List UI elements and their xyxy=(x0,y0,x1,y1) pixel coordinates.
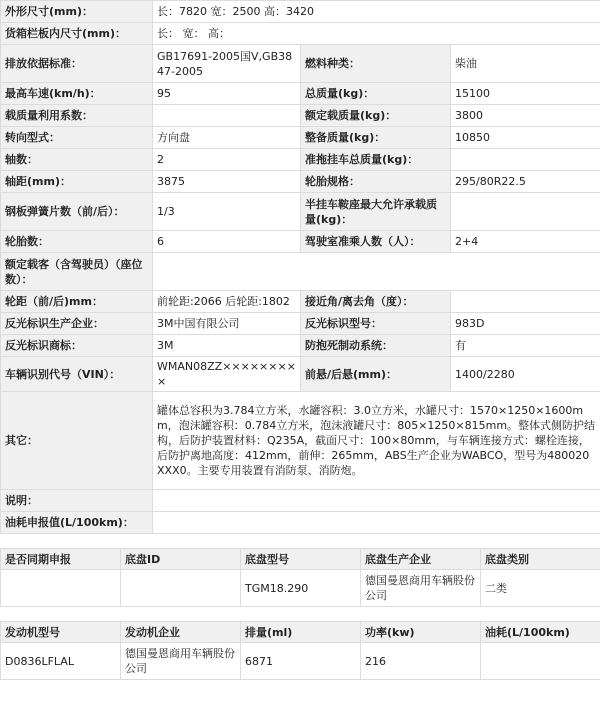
engine-header-cell: 发动机企业 xyxy=(121,622,241,643)
fuel-type-label: 燃料种类： xyxy=(301,45,451,83)
note-value xyxy=(153,490,600,512)
load-util-value xyxy=(153,105,301,127)
cab-seats-label: 驾驶室准乘人数（人）： xyxy=(301,231,451,253)
overhang-value: 1400/2280 xyxy=(451,357,600,392)
total-mass-label: 总质量(kg)： xyxy=(301,83,451,105)
approach-angle-label: 接近角/离去角（度）： xyxy=(301,291,451,313)
overhang-label: 前悬/后悬(mm)： xyxy=(301,357,451,392)
chassis-header-cell: 底盘类别 xyxy=(481,549,600,570)
chassis-cell xyxy=(1,570,121,607)
dims-value: 长：7820 宽：2500 高：3420 xyxy=(153,1,600,23)
fuel-type-value: 柴油 xyxy=(451,45,600,83)
cargo-dims-label: 货箱栏板内尺寸(mm)： xyxy=(1,23,153,45)
tire-spec-label: 轮胎规格： xyxy=(301,171,451,193)
chassis-header-cell: 底盘生产企业 xyxy=(361,549,481,570)
dims-label: 外形尺寸(mm)： xyxy=(1,1,153,23)
steering-value: 方向盘 xyxy=(153,127,301,149)
curb-mass-value: 10850 xyxy=(451,127,600,149)
chassis-cell: 德国曼恩商用车辆股份公司 xyxy=(361,570,481,607)
passengers-value xyxy=(153,253,600,291)
vin-label: 车辆识别代号（VIN）： xyxy=(1,357,153,392)
chassis-header-cell: 是否同期申报 xyxy=(1,549,121,570)
section-spacer xyxy=(0,534,600,548)
engine-cell: 6871 xyxy=(241,643,361,680)
note-label: 说明： xyxy=(1,490,153,512)
chassis-table xyxy=(0,548,600,607)
axles-label: 轴数： xyxy=(1,149,153,171)
engine-header-cell: 发动机型号 xyxy=(1,622,121,643)
max-speed-value: 95 xyxy=(153,83,301,105)
steering-label: 转向型式： xyxy=(1,127,153,149)
engine-cell: 德国曼恩商用车辆股份公司 xyxy=(121,643,241,680)
total-mass-value: 15100 xyxy=(451,83,600,105)
track-label: 轮距（前/后)mm： xyxy=(1,291,153,313)
axles-value: 2 xyxy=(153,149,301,171)
rated-load-label: 额定载质量(kg)： xyxy=(301,105,451,127)
chassis-header-cell: 底盘型号 xyxy=(241,549,361,570)
chassis-cell: TGM18.290 xyxy=(241,570,361,607)
emission-label: 排放依据标准： xyxy=(1,45,153,83)
emission-value: GB17691-2005国V,GB3847-2005 xyxy=(153,45,301,83)
reflector-brand-label: 反光标识商标： xyxy=(1,335,153,357)
cab-seats-value: 2+4 xyxy=(451,231,600,253)
engine-cell: D0836LFLAL xyxy=(1,643,121,680)
saddle-value xyxy=(451,193,600,231)
abs-value: 有 xyxy=(451,335,600,357)
section-spacer xyxy=(0,607,600,621)
reflector-brand-value: 3M xyxy=(153,335,301,357)
other-label: 其它： xyxy=(1,392,153,490)
vin-value: WMAN08ZZ××××××××× xyxy=(153,357,301,392)
fuel-consumption-value xyxy=(153,512,600,534)
saddle-label: 半挂车鞍座最大允许承载质量(kg)： xyxy=(301,193,451,231)
table-row xyxy=(1,643,600,680)
tire-spec-value: 295/80R22.5 xyxy=(451,171,600,193)
abs-label: 防抱死制动系统： xyxy=(301,335,451,357)
tires-label: 轮胎数： xyxy=(1,231,153,253)
reflector-maker-label: 反光标识生产企业： xyxy=(1,313,153,335)
table-row xyxy=(1,570,600,607)
trailer-mass-label: 准拖挂车总质量(kg)： xyxy=(301,149,451,171)
trailer-mass-value xyxy=(451,149,600,171)
max-speed-label: 最高车速(km/h)： xyxy=(1,83,153,105)
reflector-model-label: 反光标识型号： xyxy=(301,313,451,335)
engine-table xyxy=(0,621,600,680)
wheelbase-value: 3875 xyxy=(153,171,301,193)
wheelbase-label: 轴距(mm)： xyxy=(1,171,153,193)
tires-value: 6 xyxy=(153,231,301,253)
fuel-consumption-label: 油耗申报值(L/100km)： xyxy=(1,512,153,534)
passengers-label: 额定载客（含驾驶员）（座位数）： xyxy=(1,253,153,291)
chassis-cell: 二类 xyxy=(481,570,600,607)
cargo-dims-value: 长： 宽： 高： xyxy=(153,23,600,45)
reflector-maker-value: 3M中国有限公司 xyxy=(153,313,301,335)
reflector-model-value: 983D xyxy=(451,313,600,335)
engine-cell: 216 xyxy=(361,643,481,680)
engine-header-cell: 油耗(L/100km) xyxy=(481,622,600,643)
engine-header-cell: 功率(kw) xyxy=(361,622,481,643)
other-value: 罐体总容积为3.784立方米，水罐容积：3.0立方米，水罐尺寸：1570×1250×1600mm，泡沫罐容积：0.784立方米，泡沫液罐尺寸：805×1250×815mm。整体式侧防护结构，后防护装置材料：Q235A，截面尺寸：100×80mm，与车辆连接方式：螺栓连接，后防护离地高度：412mm，前伸：265mm，ABS生产企业为WABCO，型号为480020XXX0。主要专用装置有消防泵、消防炮。 xyxy=(153,392,600,490)
engine-cell xyxy=(481,643,600,680)
chassis-cell xyxy=(121,570,241,607)
rated-load-value: 3800 xyxy=(451,105,600,127)
chassis-header-cell: 底盘ID xyxy=(121,549,241,570)
spring-value: 1/3 xyxy=(153,193,301,231)
load-util-label: 载质量利用系数： xyxy=(1,105,153,127)
approach-angle-value xyxy=(451,291,600,313)
engine-header-cell: 排量(ml) xyxy=(241,622,361,643)
track-value: 前轮距:2066 后轮距:1802 xyxy=(153,291,301,313)
spring-label: 钢板弹簧片数（前/后）： xyxy=(1,193,153,231)
curb-mass-label: 整备质量(kg)： xyxy=(301,127,451,149)
